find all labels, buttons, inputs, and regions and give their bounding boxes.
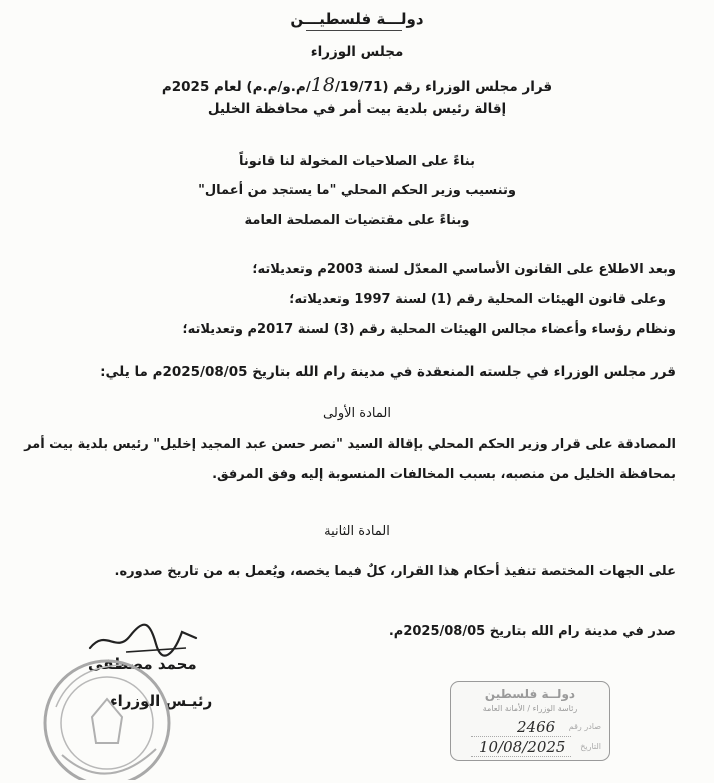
title-underline	[306, 30, 402, 31]
preamble-line: بناءً على الصلاحيات المخولة لنا قانوناً	[239, 154, 475, 169]
legal-reference-line: وبعد الاطلاع على القانون الأساسي المعدّل لسنة 2003م وتعديلاته؛	[252, 262, 676, 277]
prime-minister-name: محمد مصطفى	[88, 655, 197, 673]
stamp-date: 10/08/2025	[479, 738, 566, 756]
stamp-issued-label: صادر رقم	[568, 722, 601, 731]
article-2-text: على الجهات المختصة تنفيذ أحكام هذا القرار، كلٌ فيما يخصه، ويُعمل به من تاريخ صدوره.	[114, 564, 676, 579]
stamp-divider	[471, 756, 571, 757]
decision-prefix: قرار مجلس الوزراء رقم (	[382, 79, 553, 95]
preamble-line: وتنسيب وزير الحكم المحلي "ما يستجد من أعمال"	[198, 183, 516, 198]
stamp-state: دولــة فلسطين	[484, 687, 576, 701]
prime-minister-title: رئيـس الوزراء	[110, 692, 213, 710]
decision-subject: إقالة رئيس بلدية بيت أمر في محافظة الخليل	[207, 101, 507, 117]
article-1-text-line: بمحافظة الخليل من منصبه، بسبب المخالفات المنسوبة إليه وفق المرفق.	[212, 467, 676, 482]
article-2-heading: المادة الثانية	[324, 524, 390, 539]
article-1-text-line: المصادقة على قرار وزير الحكم المحلي بإقالة السيد "نصر حسن عبد المجيد إخليل" رئيس بلدية بيت أمر	[24, 437, 676, 452]
official-seal-icon	[32, 645, 182, 780]
stamp-divider	[471, 736, 571, 737]
stamp-number: 2466	[517, 718, 556, 736]
stamp-office: رئاسة الوزراء / الأمانة العامة	[482, 704, 578, 713]
preamble-line: وبناءً على مقتضيات المصلحة العامة	[244, 213, 470, 228]
resolution-statement: قرر مجلس الوزراء في جلسته المنعقدة في مدينة رام الله بتاريخ 2025/08/05م ما يلي:	[100, 364, 676, 380]
decision-number-line	[0, 74, 714, 96]
handwritten-decision-number: 18	[310, 74, 335, 96]
article-1-heading: المادة الأولى	[323, 406, 391, 421]
issue-date-line: صدر في مدينة رام الله بتاريخ 2025/08/05م.	[388, 624, 676, 639]
state-title: دولـــة فلسطيـــن	[290, 10, 424, 28]
registry-stamp	[450, 681, 610, 761]
decision-suffix: /19/71/م.و/م.م) لعام 2025م	[161, 79, 383, 95]
legal-reference-line: ونظام رؤساء وأعضاء مجالس الهيئات المحلية رقم (3) لسنة 2017م وتعديلاته؛	[182, 322, 676, 337]
legal-reference-line: وعلى قانون الهيئات المحلية رقم (1) لسنة 1997 وتعديلاته؛	[289, 292, 666, 307]
council-title: مجلس الوزراء	[310, 44, 404, 60]
stamp-date-label: التاريخ	[580, 742, 601, 751]
